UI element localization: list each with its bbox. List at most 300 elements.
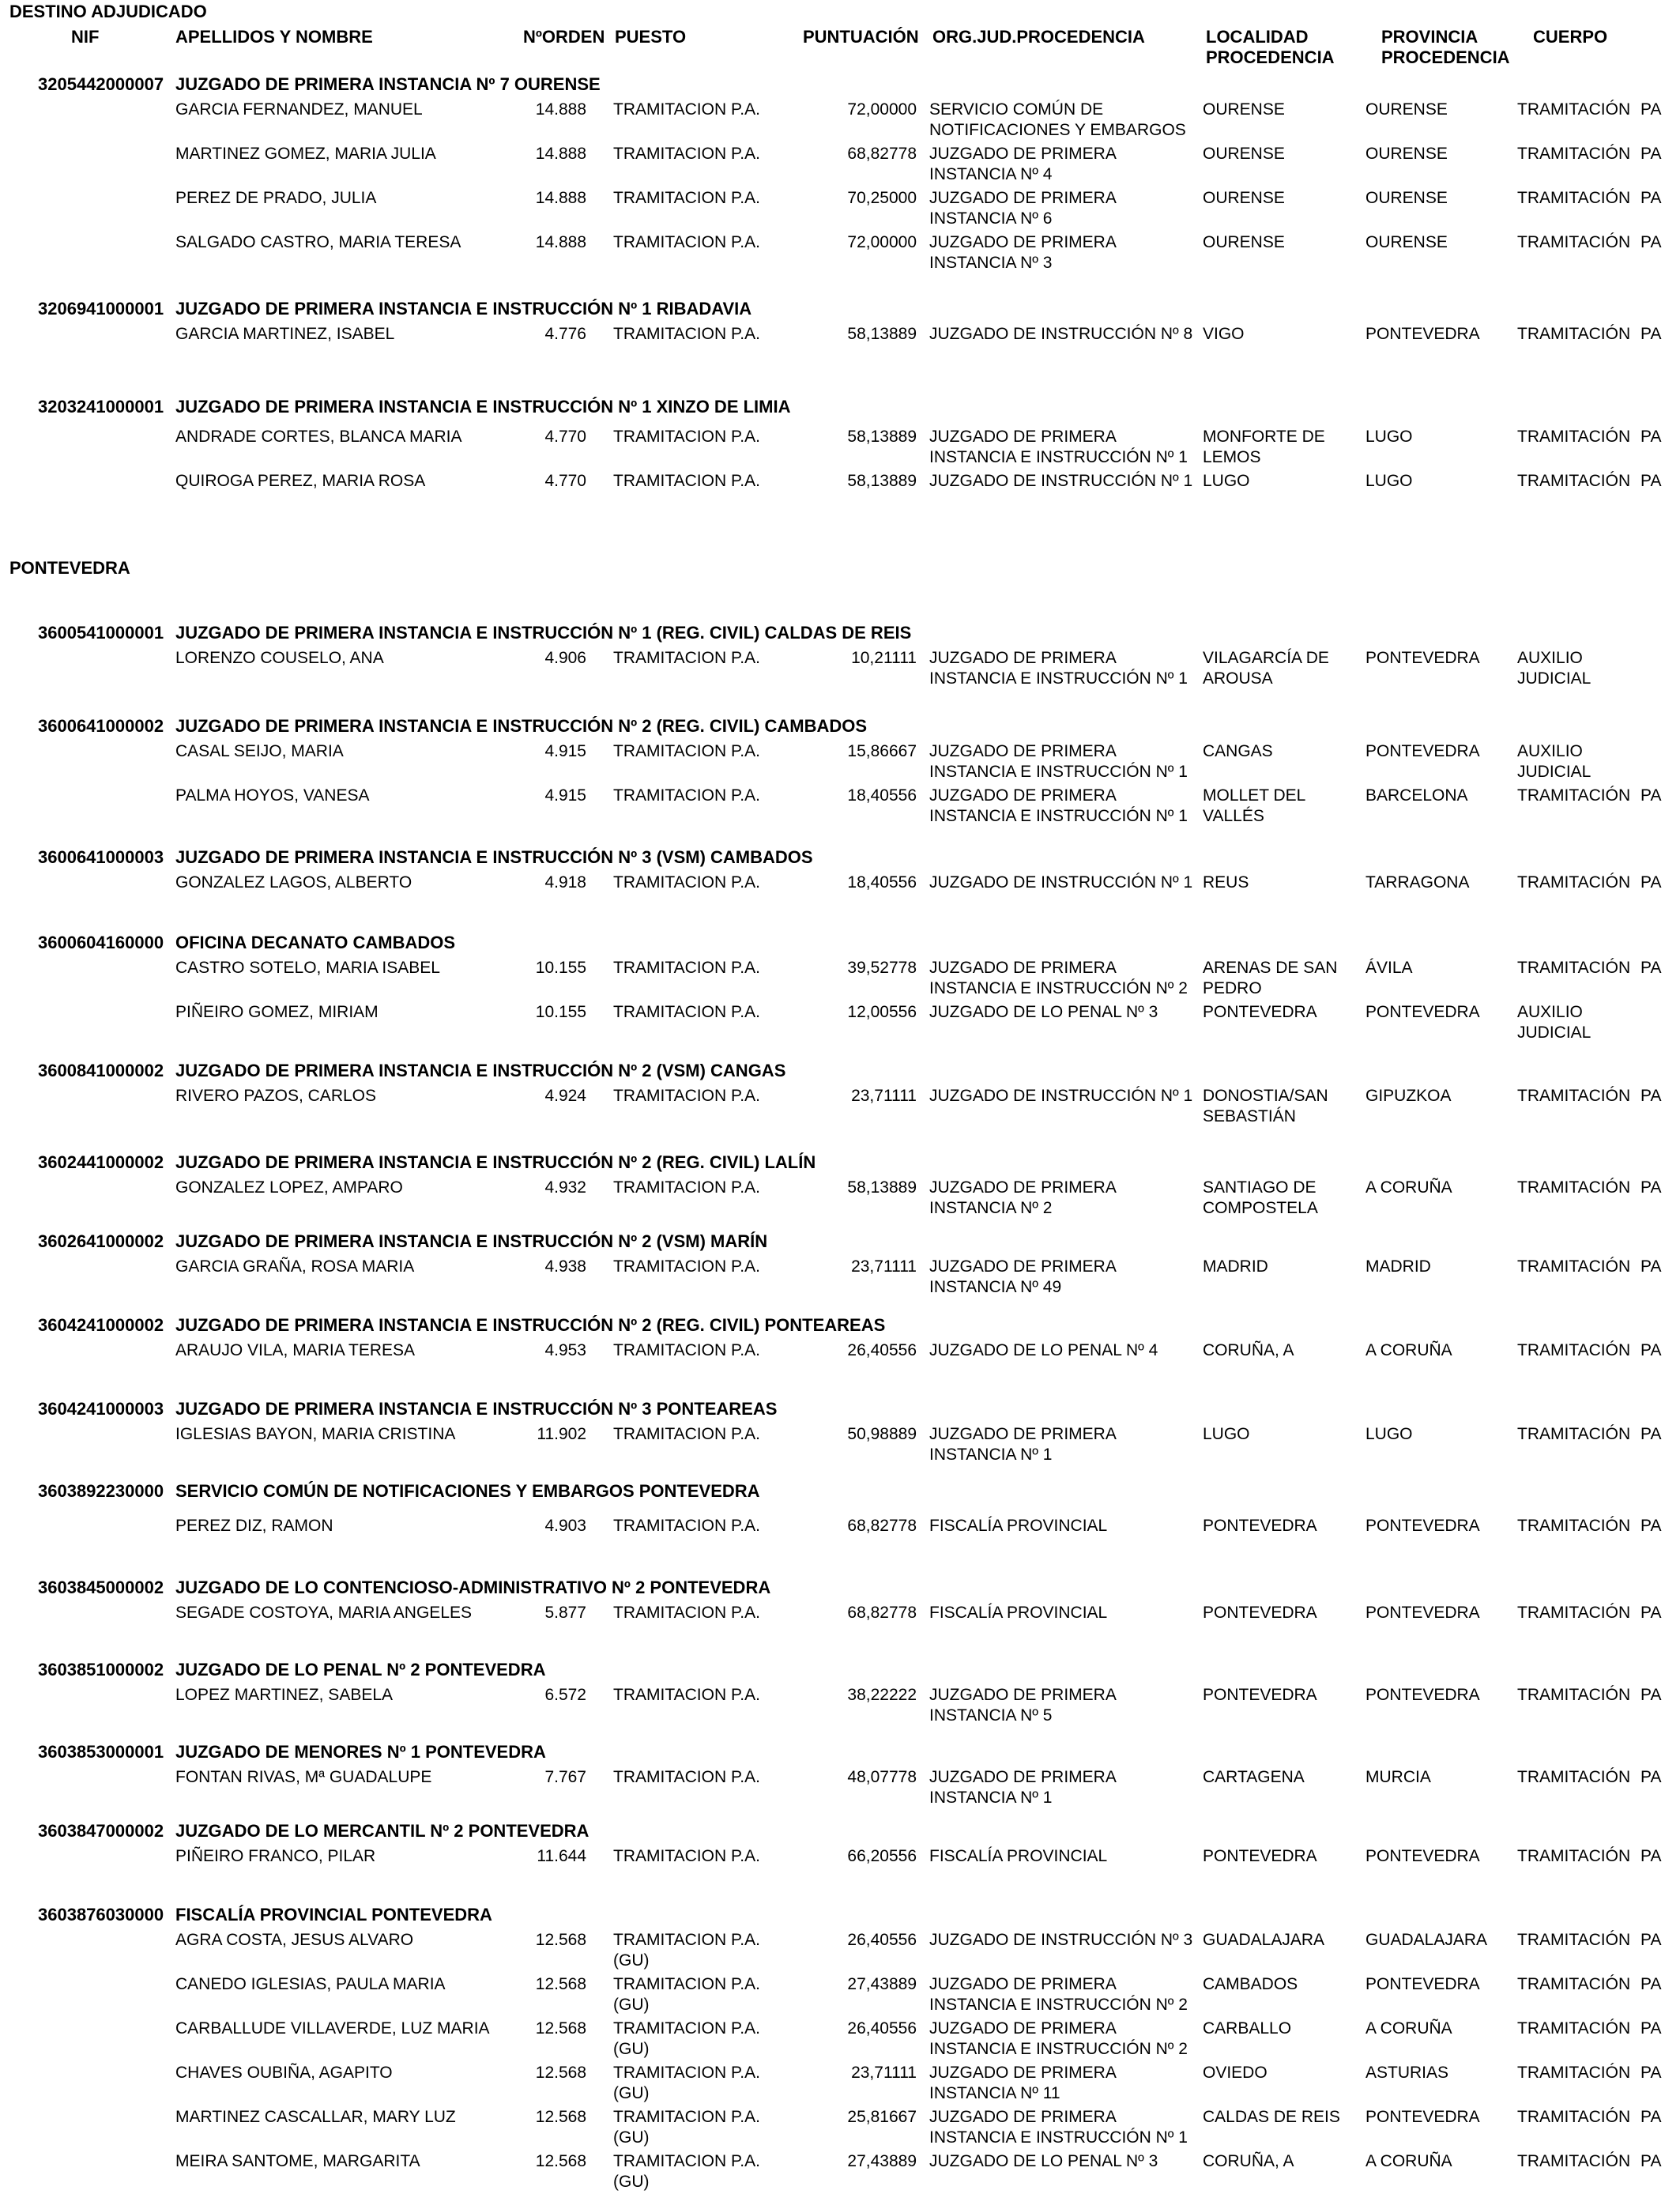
score: 72,00000 bbox=[847, 233, 917, 251]
corps: TRAMITACIÓN bbox=[1517, 233, 1631, 251]
destination-name: JUZGADO DE MENORES Nº 1 PONTEVEDRA bbox=[175, 1742, 546, 1762]
origin-court: JUZGADO DE PRIMERA INSTANCIA E INSTRUCCIÓN Nº 2 bbox=[929, 959, 1188, 997]
corps: TRAMITACIÓN bbox=[1517, 873, 1631, 892]
post-type: TRAMITACION P.A. bbox=[613, 1604, 760, 1622]
origin-province: LUGO bbox=[1365, 428, 1413, 446]
origin-court: JUZGADO DE PRIMERA INSTANCIA Nº 1 bbox=[929, 1425, 1117, 1464]
score: 50,98889 bbox=[847, 1425, 917, 1443]
destination-code: 3603892230000 bbox=[38, 1481, 164, 1501]
score: 58,13889 bbox=[847, 428, 917, 446]
corps: TRAMITACIÓN bbox=[1517, 1686, 1631, 1704]
corps: TRAMITACIÓN bbox=[1517, 1341, 1631, 1359]
corps: AUXILIO JUDICIAL bbox=[1517, 1003, 1591, 1042]
post-type: TRAMITACION P.A. (GU) bbox=[613, 1931, 760, 1970]
origin-court: JUZGADO DE PRIMERA INSTANCIA Nº 11 bbox=[929, 2064, 1117, 2102]
order-number: 11.902 bbox=[537, 1425, 586, 1443]
order-number: 14.888 bbox=[535, 100, 586, 119]
origin-province: PONTEVEDRA bbox=[1365, 1604, 1480, 1622]
post-type: TRAMITACION P.A. bbox=[613, 428, 760, 446]
corps: TRAMITACIÓN bbox=[1517, 145, 1631, 163]
score: 58,13889 bbox=[847, 325, 917, 343]
destination-name: JUZGADO DE LO CONTENCIOSO-ADMINISTRATIVO Nº 2 PONTEVEDRA bbox=[175, 1578, 771, 1597]
origin-court: JUZGADO DE PRIMERA INSTANCIA Nº 49 bbox=[929, 1257, 1117, 1296]
origin-province: PONTEVEDRA bbox=[1365, 742, 1480, 760]
applicant-name: PIÑEIRO GOMEZ, MIRIAM bbox=[175, 1003, 379, 1021]
corps-suffix: PA bbox=[1640, 959, 1662, 977]
score: 23,71111 bbox=[851, 1257, 917, 1276]
corps: TRAMITACIÓN bbox=[1517, 1604, 1631, 1622]
applicant-name: CARBALLUDE VILLAVERDE, LUZ MARIA bbox=[175, 2019, 490, 2038]
post-type: TRAMITACION P.A. bbox=[613, 1847, 760, 1865]
col-header-provincia: PROVINCIA PROCEDENCIA bbox=[1381, 27, 1510, 67]
applicant-name: ARAUJO VILA, MARIA TERESA bbox=[175, 1341, 416, 1359]
origin-court: JUZGADO DE LO PENAL Nº 4 bbox=[929, 1341, 1158, 1359]
destination-code: 3205442000007 bbox=[38, 74, 164, 94]
origin-province: A CORUÑA bbox=[1365, 1341, 1452, 1359]
origin-province: PONTEVEDRA bbox=[1365, 1686, 1480, 1704]
order-number: 12.568 bbox=[535, 1975, 586, 1993]
origin-locality: LUGO bbox=[1203, 472, 1250, 490]
corps-suffix: PA bbox=[1640, 2064, 1662, 2082]
origin-province: PONTEVEDRA bbox=[1365, 2108, 1480, 2126]
origin-province: MURCIA bbox=[1365, 1768, 1431, 1786]
order-number: 4.770 bbox=[544, 472, 586, 490]
corps-suffix: PA bbox=[1640, 1341, 1662, 1359]
destination-name: OFICINA DECANATO CAMBADOS bbox=[175, 933, 456, 952]
post-type: TRAMITACION P.A. bbox=[613, 873, 760, 892]
post-type: TRAMITACION P.A. bbox=[613, 786, 760, 805]
corps: TRAMITACIÓN bbox=[1517, 100, 1631, 119]
corps-suffix: PA bbox=[1640, 1517, 1662, 1535]
origin-locality: CALDAS DE REIS bbox=[1203, 2108, 1340, 2126]
origin-province: PONTEVEDRA bbox=[1365, 1517, 1480, 1535]
order-number: 12.568 bbox=[535, 2019, 586, 2038]
applicant-name: GONZALEZ LAGOS, ALBERTO bbox=[175, 873, 412, 892]
post-type: TRAMITACION P.A. bbox=[613, 1257, 760, 1276]
corps-suffix: PA bbox=[1640, 100, 1662, 119]
post-type: TRAMITACION P.A. bbox=[613, 189, 760, 207]
destination-name: JUZGADO DE PRIMERA INSTANCIA Nº 7 OURENSE bbox=[175, 74, 601, 94]
origin-locality: LUGO bbox=[1203, 1425, 1250, 1443]
origin-court: JUZGADO DE INSTRUCCIÓN Nº 8 bbox=[929, 325, 1193, 343]
col-header-nombre: APELLIDOS Y NOMBRE bbox=[175, 27, 373, 47]
score: 12,00556 bbox=[847, 1003, 917, 1021]
post-type: TRAMITACION P.A. bbox=[613, 649, 760, 667]
post-type: TRAMITACION P.A. bbox=[613, 1768, 760, 1786]
destination-code: 3603847000002 bbox=[38, 1821, 164, 1841]
post-type: TRAMITACION P.A. bbox=[613, 100, 760, 119]
corps-suffix: PA bbox=[1640, 1257, 1662, 1276]
order-number: 4.918 bbox=[544, 873, 586, 892]
destination-code: 3600641000002 bbox=[38, 716, 164, 736]
order-number: 10.155 bbox=[535, 959, 586, 977]
origin-locality: PONTEVEDRA bbox=[1203, 1686, 1317, 1704]
order-number: 4.924 bbox=[544, 1087, 586, 1105]
corps-suffix: PA bbox=[1640, 1604, 1662, 1622]
score: 18,40556 bbox=[847, 873, 917, 892]
post-type: TRAMITACION P.A. bbox=[613, 1425, 760, 1443]
corps-suffix: PA bbox=[1640, 428, 1662, 446]
corps-suffix: PA bbox=[1640, 189, 1662, 207]
corps: AUXILIO JUDICIAL bbox=[1517, 649, 1591, 688]
order-number: 4.903 bbox=[544, 1517, 586, 1535]
applicant-name: GARCIA FERNANDEZ, MANUEL bbox=[175, 100, 423, 119]
origin-locality: CARTAGENA bbox=[1203, 1768, 1305, 1786]
order-number: 12.568 bbox=[535, 2064, 586, 2082]
corps: TRAMITACIÓN bbox=[1517, 786, 1631, 805]
score: 26,40556 bbox=[847, 2019, 917, 2038]
score: 72,00000 bbox=[847, 100, 917, 119]
col-header-localidad: LOCALIDAD PROCEDENCIA bbox=[1206, 27, 1335, 67]
order-number: 11.644 bbox=[537, 1847, 586, 1865]
order-number: 4.938 bbox=[544, 1257, 586, 1276]
col-header-norden: NºORDEN bbox=[523, 27, 605, 47]
origin-province: GUADALAJARA bbox=[1365, 1931, 1488, 1949]
score: 48,07778 bbox=[847, 1768, 917, 1786]
origin-province: TARRAGONA bbox=[1365, 873, 1470, 892]
applicant-name: PALMA HOYOS, VANESA bbox=[175, 786, 370, 805]
order-number: 14.888 bbox=[535, 145, 586, 163]
destination-code: 3603851000002 bbox=[38, 1660, 164, 1679]
destination-code: 3604241000002 bbox=[38, 1315, 164, 1335]
origin-court: JUZGADO DE PRIMERA INSTANCIA E INSTRUCCIÓN Nº 1 bbox=[929, 786, 1188, 825]
origin-locality: MONFORTE DE LEMOS bbox=[1203, 428, 1325, 466]
destination-name: FISCALÍA PROVINCIAL PONTEVEDRA bbox=[175, 1905, 492, 1924]
col-header-nif: NIF bbox=[71, 27, 100, 47]
order-number: 7.767 bbox=[544, 1768, 586, 1786]
corps-suffix: PA bbox=[1640, 472, 1662, 490]
origin-province: OURENSE bbox=[1365, 189, 1448, 207]
score: 70,25000 bbox=[847, 189, 917, 207]
score: 58,13889 bbox=[847, 1178, 917, 1197]
applicant-name: IGLESIAS BAYON, MARIA CRISTINA bbox=[175, 1425, 456, 1443]
score: 18,40556 bbox=[847, 786, 917, 805]
origin-province: LUGO bbox=[1365, 472, 1413, 490]
order-number: 4.915 bbox=[544, 786, 586, 805]
origin-court: JUZGADO DE PRIMERA INSTANCIA E INSTRUCCIÓN Nº 2 bbox=[929, 2019, 1188, 2058]
corps: TRAMITACIÓN bbox=[1517, 1087, 1631, 1105]
origin-locality: CARBALLO bbox=[1203, 2019, 1292, 2038]
origin-locality: PONTEVEDRA bbox=[1203, 1003, 1317, 1021]
destination-code: 3602441000002 bbox=[38, 1152, 164, 1172]
corps: TRAMITACIÓN bbox=[1517, 472, 1631, 490]
applicant-name: CASTRO SOTELO, MARIA ISABEL bbox=[175, 959, 440, 977]
corps: TRAMITACIÓN bbox=[1517, 2108, 1631, 2126]
origin-court: JUZGADO DE PRIMERA INSTANCIA Nº 2 bbox=[929, 1178, 1117, 1217]
origin-court: JUZGADO DE INSTRUCCIÓN Nº 1 bbox=[929, 472, 1193, 490]
post-type: TRAMITACION P.A. bbox=[613, 145, 760, 163]
post-type: TRAMITACION P.A. bbox=[613, 959, 760, 977]
origin-locality: MADRID bbox=[1203, 1257, 1268, 1276]
destination-code: 3603845000002 bbox=[38, 1578, 164, 1597]
score: 15,86667 bbox=[847, 742, 917, 760]
destination-name: JUZGADO DE PRIMERA INSTANCIA E INSTRUCCIÓN Nº 2 (REG. CIVIL) LALÍN bbox=[175, 1152, 816, 1172]
corps: TRAMITACIÓN bbox=[1517, 959, 1631, 977]
order-number: 4.776 bbox=[544, 325, 586, 343]
origin-court: JUZGADO DE PRIMERA INSTANCIA Nº 5 bbox=[929, 1686, 1117, 1725]
origin-court: JUZGADO DE PRIMERA INSTANCIA E INSTRUCCIÓN Nº 1 bbox=[929, 428, 1188, 466]
applicant-name: LOPEZ MARTINEZ, SABELA bbox=[175, 1686, 394, 1704]
destination-code: 3600604160000 bbox=[38, 933, 164, 952]
origin-court: FISCALÍA PROVINCIAL bbox=[929, 1604, 1108, 1622]
score: 23,71111 bbox=[851, 1087, 917, 1105]
corps: TRAMITACIÓN bbox=[1517, 1931, 1631, 1949]
applicant-name: PIÑEIRO FRANCO, PILAR bbox=[175, 1847, 376, 1865]
post-type: TRAMITACION P.A. bbox=[613, 1178, 760, 1197]
order-number: 12.568 bbox=[535, 1931, 586, 1949]
applicant-name: ANDRADE CORTES, BLANCA MARIA bbox=[175, 428, 462, 446]
origin-locality: CANGAS bbox=[1203, 742, 1273, 760]
corps-suffix: PA bbox=[1640, 1975, 1662, 1993]
origin-court: JUZGADO DE PRIMERA INSTANCIA Nº 4 bbox=[929, 145, 1117, 183]
score: 10,21111 bbox=[851, 649, 917, 667]
corps-suffix: PA bbox=[1640, 1686, 1662, 1704]
corps-suffix: PA bbox=[1640, 1087, 1662, 1105]
destination-code: 3604241000003 bbox=[38, 1399, 164, 1419]
destination-code: 3603876030000 bbox=[38, 1905, 164, 1924]
corps: TRAMITACIÓN bbox=[1517, 1517, 1631, 1535]
score: 26,40556 bbox=[847, 1931, 917, 1949]
post-type: TRAMITACION P.A. (GU) bbox=[613, 2019, 760, 2058]
origin-court: JUZGADO DE PRIMERA INSTANCIA Nº 6 bbox=[929, 189, 1117, 228]
score: 68,82778 bbox=[847, 1517, 917, 1535]
destination-code: 3600541000001 bbox=[38, 623, 164, 643]
origin-court: JUZGADO DE INSTRUCCIÓN Nº 1 bbox=[929, 873, 1193, 892]
score: 68,82778 bbox=[847, 145, 917, 163]
corps: TRAMITACIÓN bbox=[1517, 1847, 1631, 1865]
order-number: 4.932 bbox=[544, 1178, 586, 1197]
destination-name: JUZGADO DE PRIMERA INSTANCIA E INSTRUCCIÓN Nº 2 (REG. CIVIL) CAMBADOS bbox=[175, 716, 868, 736]
corps: TRAMITACIÓN bbox=[1517, 189, 1631, 207]
corps: TRAMITACIÓN bbox=[1517, 2152, 1631, 2170]
col-header-orgjud: ORG.JUD.PROCEDENCIA bbox=[932, 27, 1145, 47]
order-number: 5.877 bbox=[544, 1604, 586, 1622]
origin-locality: GUADALAJARA bbox=[1203, 1931, 1325, 1949]
origin-locality: CORUÑA, A bbox=[1203, 1341, 1294, 1359]
origin-province: PONTEVEDRA bbox=[1365, 1003, 1480, 1021]
origin-locality: DONOSTIA/SAN SEBASTIÁN bbox=[1203, 1087, 1328, 1125]
origin-locality: REUS bbox=[1203, 873, 1249, 892]
post-type: TRAMITACION P.A. bbox=[613, 1686, 760, 1704]
origin-court: JUZGADO DE PRIMERA INSTANCIA E INSTRUCCIÓN Nº 1 bbox=[929, 2108, 1188, 2147]
corps-suffix: PA bbox=[1640, 2108, 1662, 2126]
origin-locality: PONTEVEDRA bbox=[1203, 1847, 1317, 1865]
applicant-name: MARTINEZ GOMEZ, MARIA JULIA bbox=[175, 145, 436, 163]
destination-name: JUZGADO DE LO MERCANTIL Nº 2 PONTEVEDRA bbox=[175, 1821, 590, 1841]
corps-suffix: PA bbox=[1640, 1768, 1662, 1786]
corps: TRAMITACIÓN bbox=[1517, 1178, 1631, 1197]
origin-locality: SANTIAGO DE COMPOSTELA bbox=[1203, 1178, 1318, 1217]
destination-name: SERVICIO COMÚN DE NOTIFICACIONES Y EMBARGOS PONTEVEDRA bbox=[175, 1481, 760, 1501]
post-type: TRAMITACION P.A. bbox=[613, 325, 760, 343]
origin-locality: OURENSE bbox=[1203, 100, 1285, 119]
origin-locality: OURENSE bbox=[1203, 145, 1285, 163]
post-type: TRAMITACION P.A. (GU) bbox=[613, 2064, 760, 2102]
corps-suffix: PA bbox=[1640, 2019, 1662, 2038]
score: 66,20556 bbox=[847, 1847, 917, 1865]
score: 26,40556 bbox=[847, 1341, 917, 1359]
corps-suffix: PA bbox=[1640, 233, 1662, 251]
origin-locality: MOLLET DEL VALLÉS bbox=[1203, 786, 1306, 825]
origin-court: FISCALÍA PROVINCIAL bbox=[929, 1847, 1108, 1865]
corps: TRAMITACIÓN bbox=[1517, 2064, 1631, 2082]
post-type: TRAMITACION P.A. bbox=[613, 1087, 760, 1105]
corps-suffix: PA bbox=[1640, 1931, 1662, 1949]
applicant-name: RIVERO PAZOS, CARLOS bbox=[175, 1087, 376, 1105]
origin-province: A CORUÑA bbox=[1365, 2152, 1452, 2170]
corps-suffix: PA bbox=[1640, 786, 1662, 805]
order-number: 4.915 bbox=[544, 742, 586, 760]
corps: TRAMITACIÓN bbox=[1517, 1425, 1631, 1443]
corps-suffix: PA bbox=[1640, 2152, 1662, 2170]
corps: TRAMITACIÓN bbox=[1517, 1975, 1631, 1993]
origin-locality: VIGO bbox=[1203, 325, 1245, 343]
post-type: TRAMITACION P.A. bbox=[613, 1341, 760, 1359]
document-title: DESTINO ADJUDICADO bbox=[9, 2, 207, 21]
origin-court: JUZGADO DE INSTRUCCIÓN Nº 1 bbox=[929, 1087, 1193, 1105]
post-type: TRAMITACION P.A. bbox=[613, 472, 760, 490]
order-number: 4.953 bbox=[544, 1341, 586, 1359]
applicant-name: MARTINEZ CASCALLAR, MARY LUZ bbox=[175, 2108, 456, 2126]
origin-court: JUZGADO DE PRIMERA INSTANCIA E INSTRUCCIÓN Nº 1 bbox=[929, 649, 1188, 688]
destination-name: JUZGADO DE PRIMERA INSTANCIA E INSTRUCCIÓN Nº 3 (VSM) CAMBADOS bbox=[175, 847, 813, 867]
corps: TRAMITACIÓN bbox=[1517, 1257, 1631, 1276]
order-number: 4.770 bbox=[544, 428, 586, 446]
destination-code: 3603853000001 bbox=[38, 1742, 164, 1762]
col-header-cuerpo: CUERPO bbox=[1533, 27, 1608, 47]
order-number: 4.906 bbox=[544, 649, 586, 667]
post-type: TRAMITACION P.A. bbox=[613, 1517, 760, 1535]
origin-court: JUZGADO DE LO PENAL Nº 3 bbox=[929, 2152, 1158, 2170]
corps: TRAMITACIÓN bbox=[1517, 325, 1631, 343]
post-type: TRAMITACION P.A. (GU) bbox=[613, 2108, 760, 2147]
origin-locality: OURENSE bbox=[1203, 233, 1285, 251]
post-type: TRAMITACION P.A. (GU) bbox=[613, 2152, 760, 2191]
origin-province: ÁVILA bbox=[1365, 959, 1413, 977]
origin-locality: CORUÑA, A bbox=[1203, 2152, 1294, 2170]
applicant-name: GONZALEZ LOPEZ, AMPARO bbox=[175, 1178, 403, 1197]
origin-court: JUZGADO DE LO PENAL Nº 3 bbox=[929, 1003, 1158, 1021]
corps: AUXILIO JUDICIAL bbox=[1517, 742, 1591, 781]
origin-court: JUZGADO DE INSTRUCCIÓN Nº 3 bbox=[929, 1931, 1193, 1949]
applicant-name: SEGADE COSTOYA, MARIA ANGELES bbox=[175, 1604, 473, 1622]
applicant-name: MEIRA SANTOME, MARGARITA bbox=[175, 2152, 420, 2170]
applicant-name: PEREZ DE PRADO, JULIA bbox=[175, 189, 377, 207]
score: 27,43889 bbox=[847, 1975, 917, 1993]
destination-code: 3203241000001 bbox=[38, 397, 164, 417]
destination-name: JUZGADO DE PRIMERA INSTANCIA E INSTRUCCIÓN Nº 1 RIBADAVIA bbox=[175, 299, 752, 319]
origin-province: LUGO bbox=[1365, 1425, 1413, 1443]
corps: TRAMITACIÓN bbox=[1517, 2019, 1631, 2038]
applicant-name: LORENZO COUSELO, ANA bbox=[175, 649, 384, 667]
origin-province: OURENSE bbox=[1365, 145, 1448, 163]
origin-locality: OVIEDO bbox=[1203, 2064, 1268, 2082]
applicant-name: SALGADO CASTRO, MARIA TERESA bbox=[175, 233, 461, 251]
origin-locality: OURENSE bbox=[1203, 189, 1285, 207]
applicant-name: PEREZ DIZ, RAMON bbox=[175, 1517, 333, 1535]
order-number: 14.888 bbox=[535, 233, 586, 251]
destination-name: JUZGADO DE PRIMERA INSTANCIA E INSTRUCCIÓN Nº 2 (VSM) CANGAS bbox=[175, 1061, 786, 1080]
origin-court: JUZGADO DE PRIMERA INSTANCIA E INSTRUCCIÓN Nº 1 bbox=[929, 742, 1188, 781]
col-header-puntuacion: PUNTUACIÓN bbox=[803, 27, 919, 47]
destination-name: JUZGADO DE PRIMERA INSTANCIA E INSTRUCCIÓN Nº 3 PONTEAREAS bbox=[175, 1399, 778, 1419]
score: 58,13889 bbox=[847, 472, 917, 490]
origin-locality: ARENAS DE SAN PEDRO bbox=[1203, 959, 1338, 997]
applicant-name: GARCIA GRAÑA, ROSA MARIA bbox=[175, 1257, 415, 1276]
origin-court: JUZGADO DE PRIMERA INSTANCIA Nº 3 bbox=[929, 233, 1117, 272]
score: 39,52778 bbox=[847, 959, 917, 977]
post-type: TRAMITACION P.A. (GU) bbox=[613, 1975, 760, 2014]
origin-province: PONTEVEDRA bbox=[1365, 325, 1480, 343]
applicant-name: FONTAN RIVAS, Mª GUADALUPE bbox=[175, 1768, 432, 1786]
destination-code: 3602641000002 bbox=[38, 1231, 164, 1251]
score: 27,43889 bbox=[847, 2152, 917, 2170]
corps-suffix: PA bbox=[1640, 325, 1662, 343]
origin-province: A CORUÑA bbox=[1365, 2019, 1452, 2038]
origin-province: PONTEVEDRA bbox=[1365, 1847, 1480, 1865]
province-heading: PONTEVEDRA bbox=[9, 558, 130, 578]
destination-name: JUZGADO DE PRIMERA INSTANCIA E INSTRUCCIÓN Nº 1 (REG. CIVIL) CALDAS DE REIS bbox=[175, 623, 912, 643]
corps-suffix: PA bbox=[1640, 1178, 1662, 1197]
applicant-name: CHAVES OUBIÑA, AGAPITO bbox=[175, 2064, 393, 2082]
origin-locality: PONTEVEDRA bbox=[1203, 1517, 1317, 1535]
col-header-puesto: PUESTO bbox=[615, 27, 687, 47]
destination-code: 3206941000001 bbox=[38, 299, 164, 319]
corps-suffix: PA bbox=[1640, 1425, 1662, 1443]
corps-suffix: PA bbox=[1640, 1847, 1662, 1865]
origin-province: BARCELONA bbox=[1365, 786, 1468, 805]
applicant-name: AGRA COSTA, JESUS ALVARO bbox=[175, 1931, 414, 1949]
order-number: 10.155 bbox=[535, 1003, 586, 1021]
score: 68,82778 bbox=[847, 1604, 917, 1622]
origin-province: OURENSE bbox=[1365, 233, 1448, 251]
post-type: TRAMITACION P.A. bbox=[613, 233, 760, 251]
destination-name: JUZGADO DE LO PENAL Nº 2 PONTEVEDRA bbox=[175, 1660, 546, 1679]
score: 38,22222 bbox=[847, 1686, 917, 1704]
origin-court: FISCALÍA PROVINCIAL bbox=[929, 1517, 1108, 1535]
score: 23,71111 bbox=[851, 2064, 917, 2082]
corps-suffix: PA bbox=[1640, 873, 1662, 892]
origin-locality: PONTEVEDRA bbox=[1203, 1604, 1317, 1622]
destination-code: 3600641000003 bbox=[38, 847, 164, 867]
origin-province: MADRID bbox=[1365, 1257, 1431, 1276]
corps: TRAMITACIÓN bbox=[1517, 428, 1631, 446]
corps-suffix: PA bbox=[1640, 145, 1662, 163]
applicant-name: GARCIA MARTINEZ, ISABEL bbox=[175, 325, 395, 343]
origin-province: A CORUÑA bbox=[1365, 1178, 1452, 1197]
destination-name: JUZGADO DE PRIMERA INSTANCIA E INSTRUCCIÓN Nº 2 (REG. CIVIL) PONTEAREAS bbox=[175, 1315, 886, 1335]
origin-province: ASTURIAS bbox=[1365, 2064, 1449, 2082]
post-type: TRAMITACION P.A. bbox=[613, 1003, 760, 1021]
origin-locality: CAMBADOS bbox=[1203, 1975, 1298, 1993]
order-number: 6.572 bbox=[544, 1686, 586, 1704]
origin-province: OURENSE bbox=[1365, 100, 1448, 119]
applicant-name: CANEDO IGLESIAS, PAULA MARIA bbox=[175, 1975, 446, 1993]
applicant-name: CASAL SEIJO, MARIA bbox=[175, 742, 344, 760]
origin-province: GIPUZKOA bbox=[1365, 1087, 1452, 1105]
destination-code: 3600841000002 bbox=[38, 1061, 164, 1080]
post-type: TRAMITACION P.A. bbox=[613, 742, 760, 760]
order-number: 12.568 bbox=[535, 2152, 586, 2170]
corps: TRAMITACIÓN bbox=[1517, 1768, 1631, 1786]
origin-province: PONTEVEDRA bbox=[1365, 649, 1480, 667]
origin-province: PONTEVEDRA bbox=[1365, 1975, 1480, 1993]
origin-court: SERVICIO COMÚN DE NOTIFICACIONES Y EMBARGOS bbox=[929, 100, 1186, 139]
origin-court: JUZGADO DE PRIMERA INSTANCIA Nº 1 bbox=[929, 1768, 1117, 1807]
destination-name: JUZGADO DE PRIMERA INSTANCIA E INSTRUCCIÓN Nº 2 (VSM) MARÍN bbox=[175, 1231, 768, 1251]
applicant-name: QUIROGA PEREZ, MARIA ROSA bbox=[175, 472, 426, 490]
score: 25,81667 bbox=[847, 2108, 917, 2126]
